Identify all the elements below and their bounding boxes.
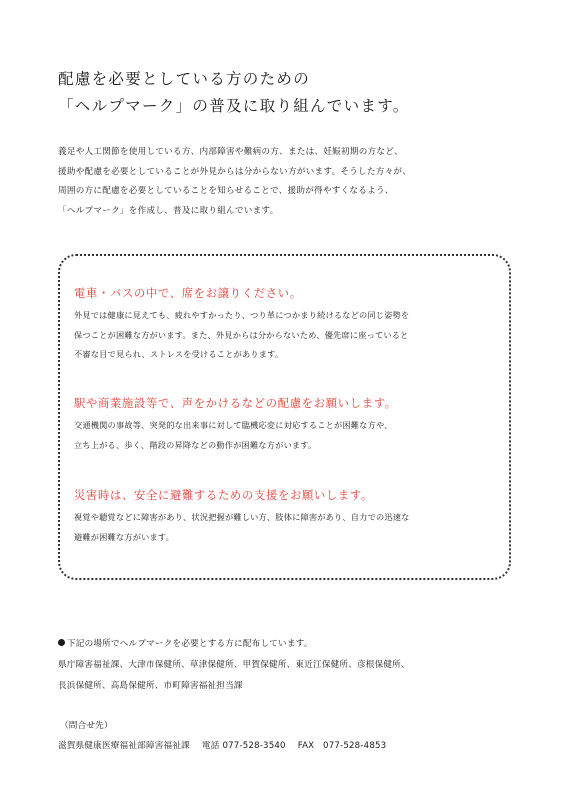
- request-section-train-bus: [74, 286, 514, 365]
- section-heading: 駅や商業施設等で、声をかけるなどの配慮をお願いします。: [74, 397, 397, 410]
- section-line: 不審な目で見られ、ストレスを受けることがあります。: [74, 349, 284, 359]
- contact-line: [58, 736, 528, 756]
- distribution-line: 長浜保健所、高島保健所、市町障害福祉担当課: [58, 681, 243, 691]
- section-line: 立ち上がる、歩く、階段の昇降などの動作が困難な方がいます。: [74, 439, 317, 450]
- section-line: 保つことが困難な方がいます。また、外見からは分からないため、優先席に座っていると: [74, 329, 409, 340]
- intro-line: 「ヘルプマーク」を作成し、普及に取り組んでいます。: [58, 205, 279, 216]
- contact-fax: FAX 077-528-4853: [297, 741, 387, 751]
- section-line: 避難が困難な方がいます。: [74, 531, 174, 542]
- intro-paragraph: [58, 143, 528, 221]
- request-section-disaster: [74, 488, 514, 547]
- contact-label: （問合せ先）: [60, 721, 113, 731]
- distribution-heading-text: 下記の場所でヘルプマークを必要とする方に配布しています。: [67, 639, 313, 649]
- distribution-line: 県庁障害福祉課、大津市保健所、草津保健所、甲賀保健所、東近江保健所、彦根保健所、: [58, 660, 410, 670]
- contact-info: [58, 716, 528, 756]
- section-line: 視覚や聴覚などに障害があり、状況把握が難しい方、肢体に障害があり、自力での迅速な: [74, 512, 410, 522]
- section-heading: 電車・バスの中で、席をお譲りください。: [74, 287, 302, 300]
- contact-office: 滋賀県健康医療福祉部障害福祉課: [58, 741, 190, 751]
- page-title: [58, 66, 538, 120]
- request-section-station: [74, 396, 514, 455]
- distribution-heading: [58, 634, 528, 655]
- section-heading: 災害時は、安全に避難するための支援をお願いします。: [74, 489, 374, 502]
- title-line-2: 「ヘルプマーク」の普及に取り組んでいます。: [58, 97, 410, 115]
- contact-tel: 電話 077-528-3540: [201, 741, 286, 751]
- bullet-icon: [58, 639, 65, 646]
- section-line: 外見では健康に見えても、疲れやすかったり、つり革につかまり続けるなどの同じ姿勢を: [74, 310, 410, 320]
- intro-line: 周囲の方に配慮を必要としていることを知らせることで、援助が得やすくなるよう、: [58, 186, 394, 196]
- title-line-1: 配慮を必要としている方のための: [58, 70, 311, 88]
- intro-line: 義足や人工関節を使用している方、内部障害や難病の方、または、妊娠初期の方など、: [58, 147, 403, 157]
- distribution-info: [58, 634, 528, 697]
- intro-line: 援助や配慮を必要としていることが外見からは分からない方がいます。そうした方々が、: [58, 166, 412, 177]
- section-line: 交通機関の事故等、突発的な出来事に対して臨機応変に対応することが困難な方や、: [74, 420, 393, 430]
